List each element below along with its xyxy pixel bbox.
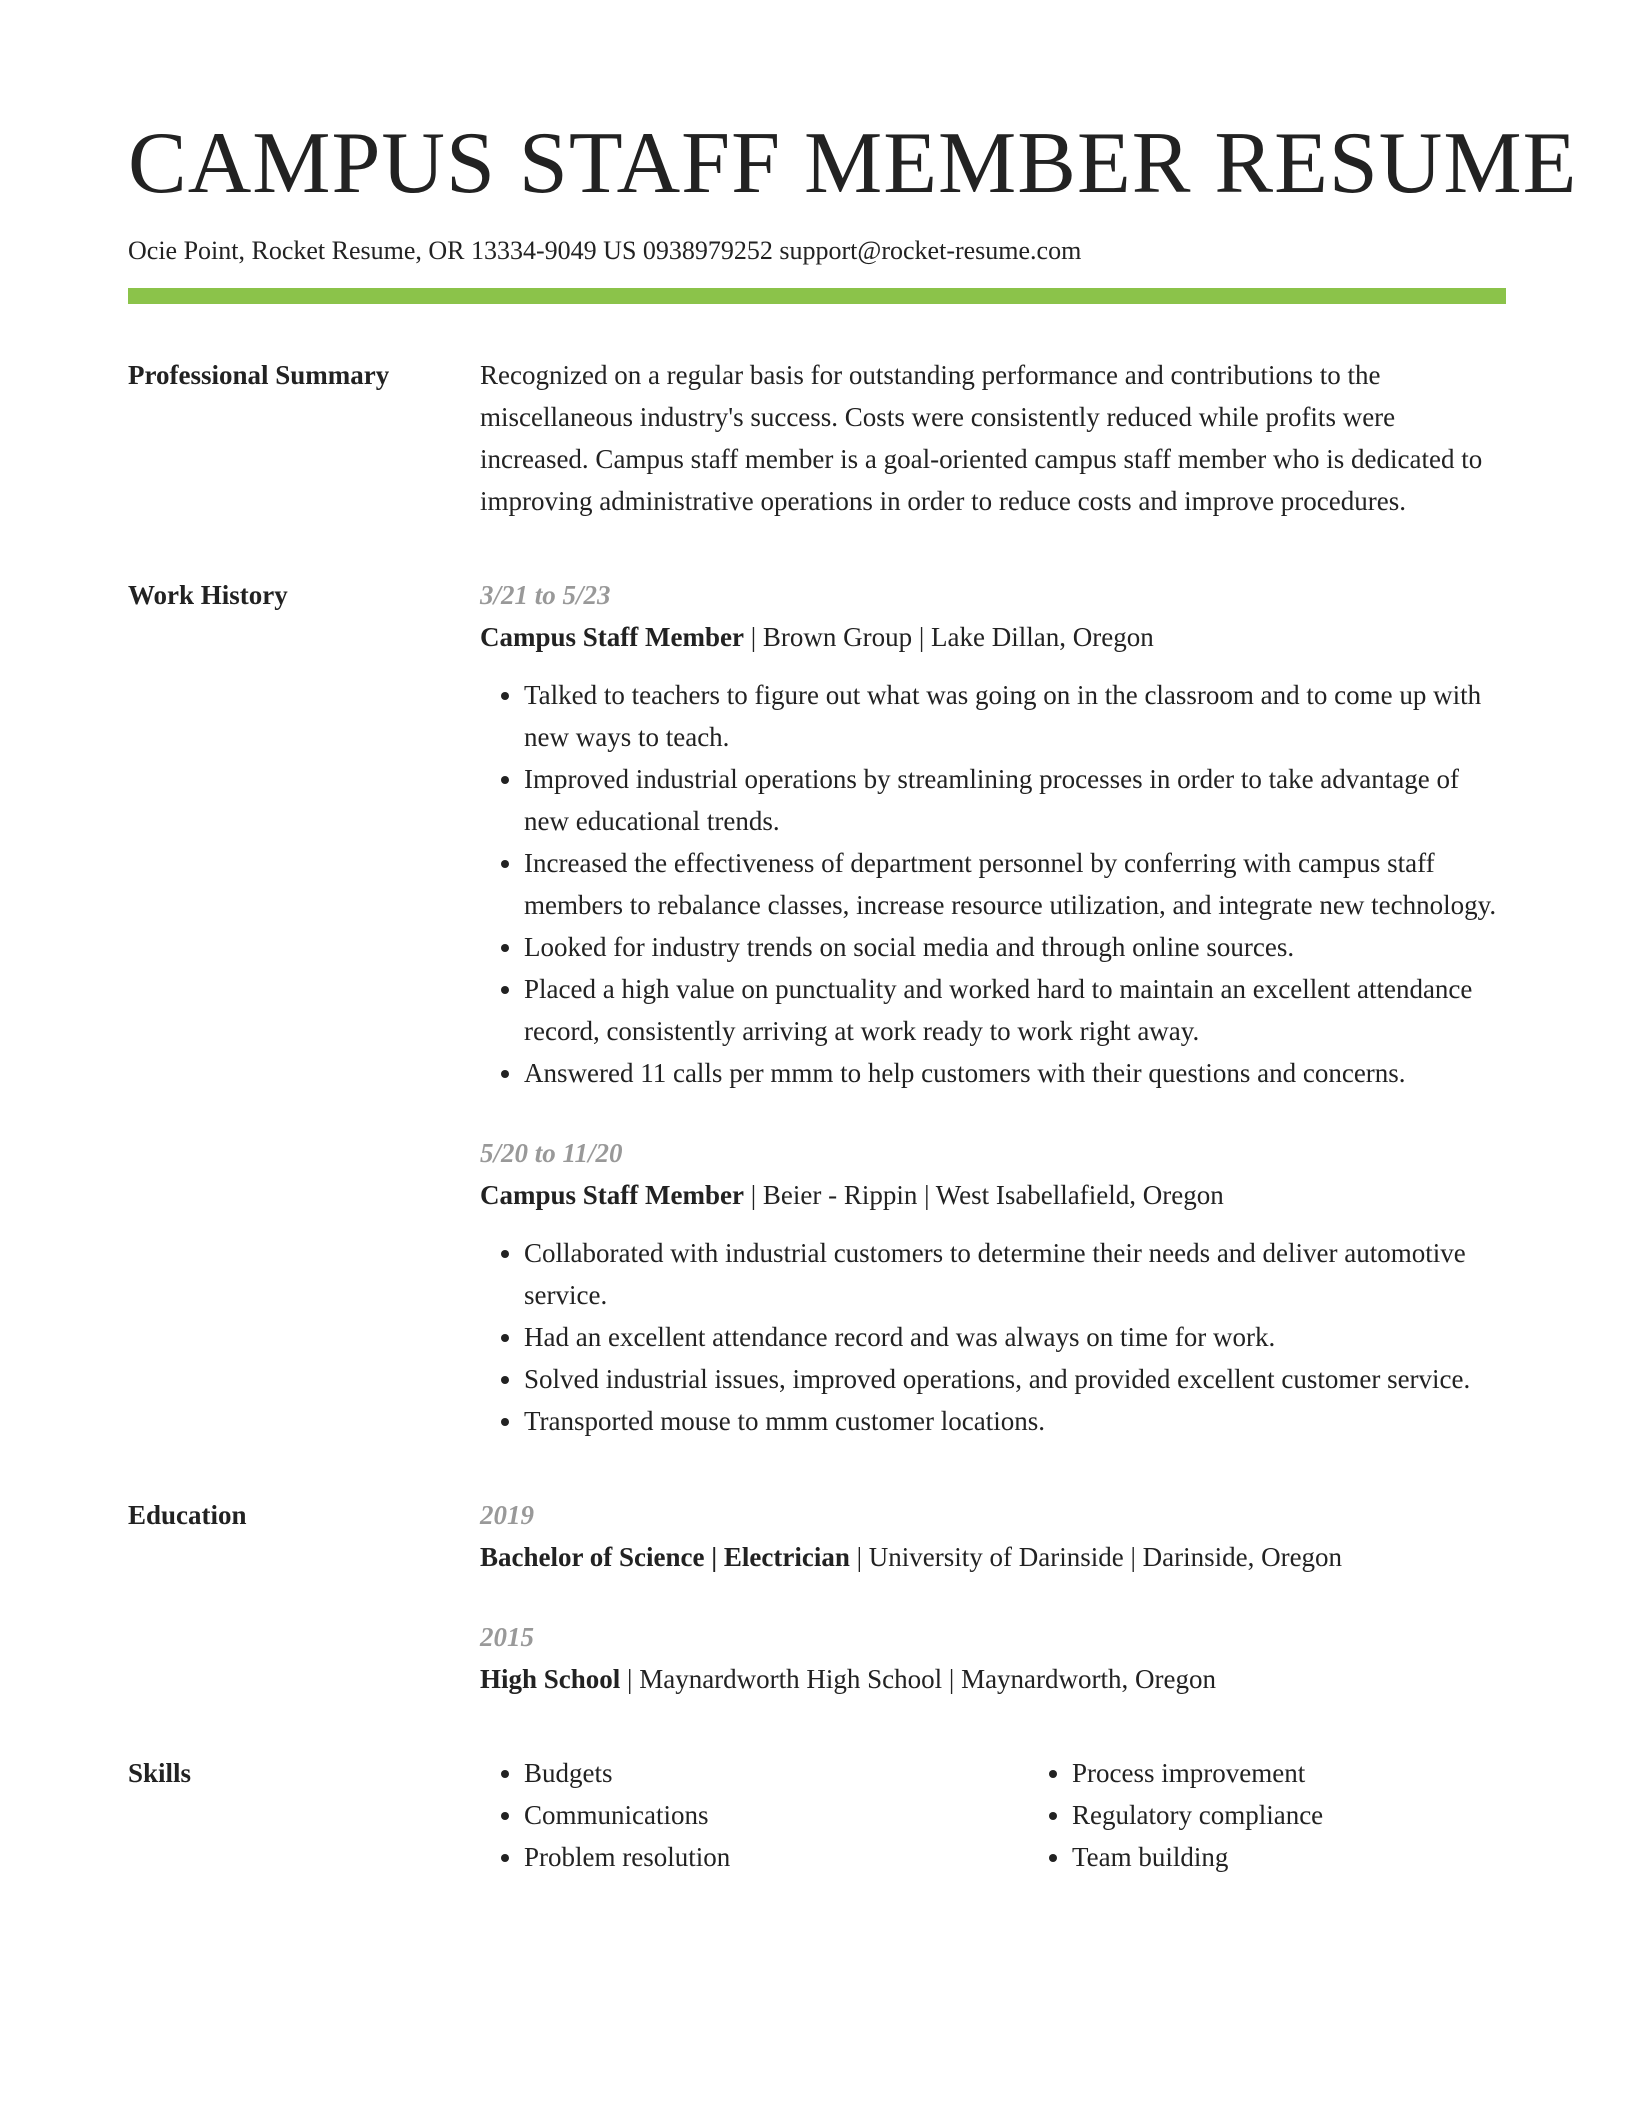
- job-details: | Beier - Rippin | West Isabellafield, Oregon: [743, 1180, 1224, 1211]
- job-bullets: [480, 1232, 1506, 1442]
- skills-body: [480, 1752, 1532, 1878]
- job-dates: 5/20 to 11/20: [480, 1138, 623, 1169]
- education-heading: [480, 1658, 1506, 1700]
- resume-title: CAMPUS STAFF MEMBER RESUME: [128, 115, 1578, 212]
- section-label-skills: Skills: [128, 1758, 192, 1789]
- work-history-section: [128, 574, 1506, 1442]
- education-details: | Maynardworth High School | Maynardworth, Oregon: [620, 1664, 1216, 1695]
- skills-grid: [480, 1752, 1532, 1878]
- job-dates: 3/21 to 5/23: [480, 580, 611, 611]
- education-year: 2015: [480, 1622, 534, 1653]
- list-item: • Transported mouse to mmm customer locations.: [524, 1400, 1506, 1442]
- job-title: Campus Staff Member: [480, 622, 744, 653]
- summary-section: [128, 354, 1506, 522]
- section-label-work-history: Work History: [128, 580, 288, 611]
- section-label-education: Education: [128, 1500, 247, 1531]
- education-year: 2019: [480, 1500, 534, 1531]
- list-item: • Had an excellent attendance record and was always on time for work.: [524, 1316, 1506, 1358]
- list-item: • Placed a high value on punctuality and worked hard to maintain an excellent attendance record, consistently arriving at work ready to work right away.: [524, 968, 1506, 1052]
- work-history-body: [480, 574, 1506, 1442]
- job-details: | Brown Group | Lake Dillan, Oregon: [743, 622, 1154, 653]
- list-item: • Collaborated with industrial customers to determine their needs and deliver automotive service.: [524, 1232, 1506, 1316]
- summary-text: Recognized on a regular basis for outstanding performance and contributions to the miscellaneous industry's success. Costs were consistently reduced while profits were increased. Campus staff member is a goal-oriented campus staff member who is dedicated to improving administrative operations in order to reduce costs and improve procedures.: [480, 360, 1483, 517]
- list-item: • Talked to teachers to figure out what was going on in the classroom and to come up with new ways to teach.: [524, 674, 1506, 758]
- education-body: [480, 1494, 1506, 1700]
- job-entry: [480, 574, 1506, 1094]
- education-entry: [480, 1616, 1506, 1700]
- education-degree: Bachelor of Science | Electrician: [480, 1542, 850, 1573]
- resume-page: [128, 115, 1578, 1878]
- skill-item: • Team building: [1072, 1836, 1532, 1878]
- education-details: | University of Darinside | Darinside, Oregon: [849, 1542, 1343, 1573]
- job-heading: [480, 616, 1506, 658]
- job-title: Campus Staff Member: [480, 1180, 744, 1211]
- skill-item: • Process improvement: [1072, 1752, 1532, 1794]
- education-section: [128, 1494, 1506, 1700]
- list-item: • Answered 11 calls per mmm to help customers with their questions and concerns.: [524, 1052, 1506, 1094]
- skill-item: • Communications: [524, 1794, 1028, 1836]
- job-bullets: [480, 674, 1506, 1094]
- education-heading: [480, 1536, 1506, 1578]
- education-degree: High School: [480, 1664, 621, 1695]
- education-entry: [480, 1494, 1506, 1578]
- list-item: • Improved industrial operations by streamlining processes in order to take advantage of new educational trends.: [524, 758, 1506, 842]
- list-item: • Increased the effectiveness of department personnel by conferring with campus staff members to rebalance classes, increase resource utilization, and integrate new technology.: [524, 842, 1506, 926]
- skills-section: [128, 1752, 1506, 1878]
- accent-divider: [128, 288, 1506, 304]
- contact-line: Ocie Point, Rocket Resume, OR 13334-9049 US 0938979252 support@rocket-resume.com: [128, 236, 1082, 266]
- skill-item: • Problem resolution: [524, 1836, 1028, 1878]
- list-item: • Solved industrial issues, improved operations, and provided excellent customer service.: [524, 1358, 1506, 1400]
- section-label-summary: Professional Summary: [128, 360, 390, 391]
- skill-item: • Regulatory compliance: [1072, 1794, 1532, 1836]
- job-heading: [480, 1174, 1506, 1216]
- skill-item: • Budgets: [524, 1752, 1028, 1794]
- list-item: • Looked for industry trends on social media and through online sources.: [524, 926, 1506, 968]
- skills-column: [480, 1752, 1028, 1878]
- skills-column: [1028, 1752, 1532, 1878]
- job-entry: [480, 1132, 1506, 1442]
